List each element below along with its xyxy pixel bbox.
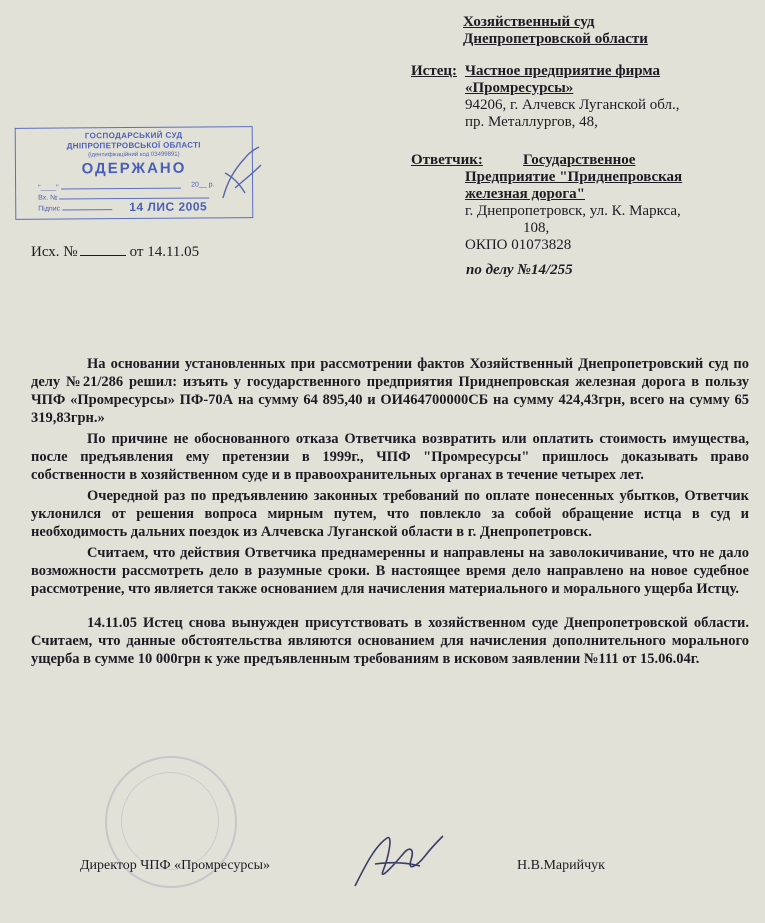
plaintiff-label: Истец: bbox=[411, 63, 457, 79]
stamp-line-2: ДНІПРОПЕТРОВСЬКОЇ ОБЛАСТІ bbox=[66, 140, 201, 151]
outgoing-prefix: Исх. № bbox=[31, 244, 78, 260]
paragraph-4: Считаем, что действия Ответчика преднамеренны и направлены на заволокичивание, что не дало возможности рассмотреть дело в разумные сроки. В настоящее время дело направлено на новое судебное рассмотрение, что является также основанием для начисления материального и морального ущерба Истцу. bbox=[31, 545, 749, 597]
outgoing-number bbox=[31, 243, 199, 261]
case-number: по делу №14/255 bbox=[466, 262, 573, 278]
defendant-okpo: ОКПО 01073828 bbox=[465, 237, 572, 253]
plaintiff-name-line-1: Частное предприятие фирма bbox=[465, 63, 661, 79]
defendant-label: Ответчик: bbox=[411, 152, 483, 168]
court-name-line-1: Хозяйственный суд bbox=[463, 14, 595, 30]
stamp-day: "____" bbox=[38, 184, 59, 192]
director-title: Директор ЧПФ «Промресурсы» bbox=[80, 858, 270, 873]
paragraph-2: По причине не обоснованного отказа Ответчика возвратить или оплатить стоимость имущества, после предъявления ему претензии в 1999г., ЧПФ "Промресурсы" пришлось доказывать право собственности в хозяйственном суде и в правоохранительных органах в течение четырех лет. bbox=[31, 431, 749, 483]
stamp-title: ОДЕРЖАНО bbox=[81, 159, 187, 178]
defendant-address-line-1: г. Днепропетровск, ул. К. Маркса, bbox=[465, 203, 681, 219]
outgoing-date: от 14.11.05 bbox=[129, 244, 200, 260]
signature-icon bbox=[345, 826, 450, 896]
stamp-year: 20__ р. bbox=[191, 181, 215, 189]
paragraph-1: На основании установленных при рассмотрении фактов Хозяйственный Днепропетровский суд по делу №21/286 решил: изъять у государственного предприятия Приднепровская железная дорога в пользу ЧПФ «Промресурсы» ПФ-70А на сумму 64 895,40 и ОИ464700000СБ на сумму 424,43грн, всего на сумму 65 319,83грн.» bbox=[31, 356, 749, 426]
stamp-date: 14 ЛИС 2005 bbox=[129, 199, 208, 215]
stamp-sign-label: Підпис bbox=[38, 205, 61, 213]
court-name bbox=[463, 14, 648, 48]
plaintiff-address-line-2: пр. Металлургов, 48, bbox=[465, 114, 598, 130]
stamp-number-label: Вх. № bbox=[38, 194, 58, 202]
outgoing-blank bbox=[80, 243, 126, 256]
body-text bbox=[31, 355, 749, 671]
signer-name: Н.В.Марийчук bbox=[517, 858, 605, 873]
paragraph-3: Очередной раз по предъявлению законных требований по оплате понесенных убытков, Ответчик уклонился от решения вопроса мирным путем, что повлекло за собой обращение истца в суд и необходимость дальних поездок из Алчевска Луганской области в г. Днепропетровск. bbox=[31, 488, 749, 540]
defendant-name-line-2: Предприятие "Приднепровская bbox=[465, 169, 683, 185]
plaintiff-block bbox=[411, 63, 751, 131]
defendant-name-line-1: Государственное bbox=[523, 152, 636, 168]
plaintiff-name-line-2: «Промресурсы» bbox=[465, 80, 574, 96]
defendant-name-line-3: железная дорога" bbox=[465, 186, 586, 202]
defendant-address-line-2: 108, bbox=[523, 220, 550, 236]
stamp-line-1: ГОСПОДАРСЬКИЙ СУД bbox=[84, 130, 183, 141]
stamp-signature-icon bbox=[215, 143, 265, 203]
plaintiff-address-line-1: 94206, г. Алчевск Луганской обл., bbox=[465, 97, 680, 113]
defendant-block bbox=[411, 152, 756, 254]
stamp-row-day bbox=[38, 182, 181, 192]
stamp-row-sign bbox=[38, 203, 112, 213]
stamp-line-3: (ідентифікаційний код 03499891) bbox=[88, 151, 180, 159]
paragraph-5: 14.11.05 Истец снова вынужден присутствовать в хозяйственном суде Днепропетровской области. Считаем, что данные обстоятельства являются основанием для начисления дополнительного морального ущерба в сумме 10 000грн к уже предъявленным требованиям в исковом заявлении №111 от 15.06.04г. bbox=[31, 615, 749, 667]
court-name-line-2: Днепропетровской области bbox=[463, 31, 648, 47]
